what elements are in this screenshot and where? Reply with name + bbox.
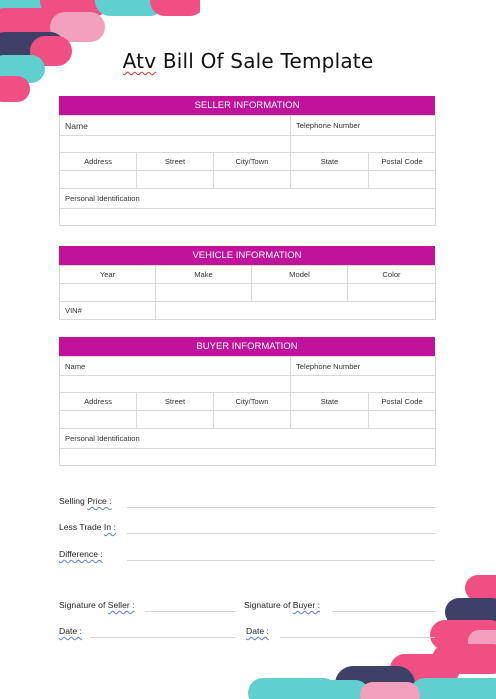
selling-text: Selling: [59, 496, 88, 506]
buyer-name-value[interactable]: [60, 376, 291, 393]
difference-label: [59, 549, 103, 559]
less-trade-label: [59, 522, 116, 532]
seller-street-value[interactable]: [137, 171, 214, 189]
buyer-pid-value[interactable]: [60, 449, 436, 466]
vehicle-model-value[interactable]: [252, 284, 348, 302]
seller-signature-underlined: Seller :: [107, 600, 135, 610]
buyer-street-label: Street: [137, 393, 214, 411]
seller-state-value[interactable]: [291, 171, 369, 189]
buyer-postal-label: Postal Code: [369, 393, 436, 411]
seller-header: SELLER INFORMATION: [59, 96, 435, 115]
buyer-date-line[interactable]: [280, 637, 435, 638]
buyer-header: BUYER INFORMATION: [59, 337, 435, 356]
seller-signature-text: Signature of: [59, 600, 108, 610]
buyer-name-label[interactable]: Name: [60, 357, 291, 376]
seller-date-label: [59, 626, 82, 636]
seller-telephone-value[interactable]: [291, 136, 436, 153]
seller-state-label: State: [291, 153, 369, 171]
vehicle-year-label: Year: [60, 266, 156, 284]
less-trade-underlined: In :: [103, 522, 116, 532]
vehicle-color-value[interactable]: [348, 284, 436, 302]
seller-street-label: Street: [137, 153, 214, 171]
seller-pid-value[interactable]: [60, 209, 436, 226]
seller-name-label[interactable]: Name: [60, 116, 291, 136]
buyer-section: [59, 337, 435, 466]
vehicle-year-value[interactable]: [60, 284, 156, 302]
title-prefix: Atv: [122, 49, 157, 73]
seller-signature-line[interactable]: [145, 611, 235, 612]
buyer-address-value[interactable]: [60, 411, 137, 429]
vehicle-color-label: Color: [348, 266, 436, 284]
page-title: [0, 49, 496, 73]
seller-table: [59, 115, 436, 226]
selling-price-underlined: Price :: [87, 496, 112, 506]
buyer-state-label: State: [291, 393, 369, 411]
vehicle-table: [59, 265, 436, 320]
seller-signature-label: [59, 600, 134, 610]
buyer-signature-line[interactable]: [332, 611, 435, 612]
seller-address-label: Address: [60, 153, 137, 171]
bottom-right-decoration: [240, 570, 496, 699]
seller-telephone-label[interactable]: Telephone Number: [291, 116, 436, 136]
vehicle-section: [59, 246, 435, 320]
vehicle-make-value[interactable]: [156, 284, 252, 302]
buyer-street-value[interactable]: [137, 411, 214, 429]
buyer-date-label: [246, 626, 269, 636]
buyer-telephone-value[interactable]: [291, 376, 436, 393]
title-rest: Bill Of Sale Template: [156, 49, 374, 73]
buyer-signature-label: [244, 600, 320, 610]
less-trade-text: Less Trade: [59, 522, 104, 532]
difference-underlined: Difference :: [59, 549, 103, 559]
buyer-table: [59, 356, 436, 466]
seller-date-underlined: Date :: [59, 626, 82, 636]
vehicle-model-label: Model: [252, 266, 348, 284]
vehicle-vin-label: VIN#: [60, 302, 156, 320]
buyer-telephone-label[interactable]: Telephone Number: [291, 357, 436, 376]
seller-postal-label: Postal Code: [369, 153, 436, 171]
buyer-address-label: Address: [60, 393, 137, 411]
seller-city-value[interactable]: [214, 171, 291, 189]
seller-section: [59, 96, 435, 226]
buyer-state-value[interactable]: [291, 411, 369, 429]
buyer-city-value[interactable]: [214, 411, 291, 429]
less-trade-line[interactable]: [127, 533, 435, 534]
buyer-signature-text: Signature of: [244, 600, 293, 610]
seller-postal-value[interactable]: [369, 171, 436, 189]
selling-price-line[interactable]: [127, 507, 435, 508]
seller-pid-label[interactable]: Personal Identification: [60, 189, 436, 209]
vehicle-vin-value[interactable]: [156, 302, 436, 320]
selling-price-label: [59, 496, 112, 506]
buyer-signature-underlined: Buyer :: [292, 600, 320, 610]
vehicle-header: VEHICLE INFORMATION: [59, 246, 435, 265]
buyer-pid-label[interactable]: Personal Identification: [60, 429, 436, 449]
buyer-city-label: City/Town: [214, 393, 291, 411]
buyer-date-underlined: Date :: [246, 626, 269, 636]
seller-city-label: City/Town: [214, 153, 291, 171]
buyer-postal-value[interactable]: [369, 411, 436, 429]
vehicle-make-label: Make: [156, 266, 252, 284]
seller-name-value[interactable]: [60, 136, 291, 153]
difference-line[interactable]: [127, 560, 435, 561]
seller-address-value[interactable]: [60, 171, 137, 189]
seller-date-line[interactable]: [90, 637, 235, 638]
